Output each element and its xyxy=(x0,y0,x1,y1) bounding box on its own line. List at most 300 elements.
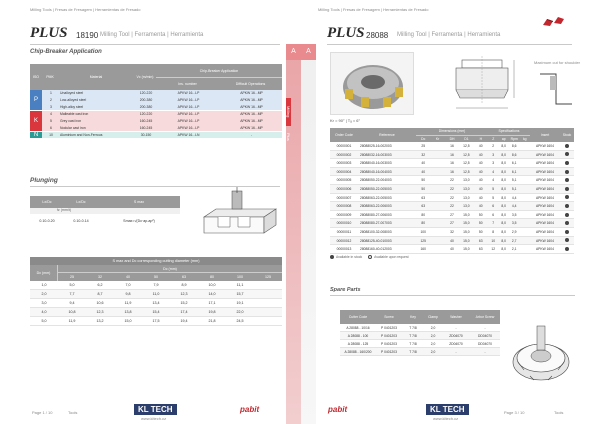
insert-cell[interactable]: APKW 1604 xyxy=(535,169,554,174)
reference: 28088040-16-003003 xyxy=(360,161,392,166)
material-cell: APKW 16...MP xyxy=(240,90,263,95)
smax-cell: 9,8 xyxy=(125,292,131,296)
right-side-strip xyxy=(301,44,316,424)
stock-dot-icon xyxy=(565,152,569,156)
material-cell: 30-150 xyxy=(140,132,152,137)
left-site[interactable]: www.kltech.cz xyxy=(141,416,167,421)
smax-cell: 7,0 xyxy=(125,283,131,287)
spare-row xyxy=(340,332,500,340)
spec-cell: 5,1 xyxy=(511,178,517,183)
reference: 28088100-32-008003 xyxy=(360,229,392,234)
smax-cell: 21,8 xyxy=(208,319,216,323)
material-cell: APKW 16...MP xyxy=(240,118,263,123)
spec-cell: 8,0 xyxy=(501,195,506,200)
product-row xyxy=(330,219,574,228)
material-cell: 120-220 xyxy=(139,90,153,95)
material-cell: 120-220 xyxy=(139,111,153,116)
stock-dot-icon xyxy=(565,195,569,199)
smax-cell: 13,2 xyxy=(96,319,104,323)
spare-cell: ZD04070 xyxy=(449,334,463,338)
order-code[interactable]: 00000005 xyxy=(336,178,352,183)
dim-cell: 40 xyxy=(478,169,483,174)
smax-col-header: 63 xyxy=(182,275,186,279)
reference: 28088080-27-006003 xyxy=(360,212,392,217)
dim-cell: 16 xyxy=(450,144,454,148)
material-cell: 4 xyxy=(50,111,52,116)
dim-cell: 40 xyxy=(450,247,454,252)
material-cell: Nodular cast iron xyxy=(60,125,86,130)
reference: 28088160-40-012003 xyxy=(360,247,392,252)
right-title-rule xyxy=(327,44,572,45)
material-cell: Aluminium and Non-Ferrous xyxy=(60,132,103,137)
smax-cell: 17,1 xyxy=(208,301,216,305)
dim-cell: 80 xyxy=(421,212,426,217)
insert-cell[interactable]: APKW 1604 xyxy=(535,161,554,166)
smax-cell: 4,0 xyxy=(41,310,47,314)
right-footer-nav[interactable]: Page 3 / 10 xyxy=(504,410,525,415)
reference: 28088050-22-005003 xyxy=(360,186,392,191)
spare-header: Arbor Screw xyxy=(475,315,495,319)
smax-col-header: 50 xyxy=(154,275,158,279)
product-row xyxy=(330,237,574,246)
order-code[interactable]: 00000012 xyxy=(336,238,352,243)
side-tab-a-right[interactable]: A xyxy=(301,44,316,60)
stock-dot-icon xyxy=(565,238,569,242)
smax-cell: 22,0 xyxy=(236,310,244,314)
dim-cell: 40 xyxy=(450,238,454,243)
smax-row xyxy=(30,299,282,308)
product-table: Order Code Reference Dimensions (mm) Dc Kr DH D1 H Specifications Z ap Rpm kg Insert Stock 00000001 28088025-16-002003 25 16 12,5 40 2 8,0 8,6 APKW 1604 00000002 28088032-16-003003 32 16 12,5 40 3 8,0 8,6 APKW 1604 00000003 28088040-16-003003 40 16 12,5 40 3 8,0 6,1 APKW 1604 00000004 28088040-16-004003 40 16 12,5 40 4 8,0 6,1 APKW 1604 00000005 28088050-22-004003 50 22 13,0 40 4 8,0 5,1 APKW 1604 00000006 28088050-22-005003 50 22 13,0 40 5 8,0 5,1 APKW 1604 00000007 28088063-22-005003 63 22 13,0 40 5 8,0 4,4 APKW 1604 00000008 28088063-22-006003 63 22 13,0 40 6 8,0 4,4 APKW 1604 00000009 28088080-27-006003 80 27 15,0 50 6 8,0 3,5 APKW 1604 00000010 28088080-27-007003 80 27 15,0 50 7 8,0 3,5 APKW 1604 00000011 28088100-32-008003 100 32 15,0 50 8 8,0 2,9 APKW 1604 00000012 28088125-40-010003 125 40 15,0 63 10 8,0 2,7 APKW 1604 00000013 28088160-40-012003 160 40 15,0 63 12 8,0 2,1 APKW 1604 xyxy=(330,128,574,254)
spec-cell: 8,0 xyxy=(501,169,506,174)
max-cut-note: Maximum cut for shoulder xyxy=(534,60,581,65)
smax-col-header: 40 xyxy=(126,275,130,279)
spec-cell: 5,1 xyxy=(511,186,517,191)
left-brand: PLUS xyxy=(30,25,68,41)
reference: 28088063-22-005003 xyxy=(360,195,392,200)
left-subtitle: Milling Tool | Ferramenta | Herramienta xyxy=(100,32,204,38)
dim-cell: 22 xyxy=(450,204,454,209)
order-code[interactable]: 00000006 xyxy=(336,186,352,191)
dim-cell: 63 xyxy=(478,238,483,243)
dim-cell: 32 xyxy=(450,229,454,234)
product-row xyxy=(330,211,574,220)
spare-cell: DD04070 xyxy=(478,342,492,346)
dim-cell: 63 xyxy=(421,204,426,209)
spare-cell[interactable]: A 28088 - 160/200 xyxy=(344,350,372,354)
dim-cell: 13,0 xyxy=(463,204,470,209)
dim-cell: 40 xyxy=(478,204,483,209)
material-cell: 3 xyxy=(50,104,52,109)
dim-cell: 15,0 xyxy=(463,212,470,217)
spare-cell: T 7/8 xyxy=(409,342,417,346)
spec-cell: 8,6 xyxy=(511,152,517,157)
spare-cell[interactable]: A 28088 - 10/16 xyxy=(346,326,370,330)
smax-cell: 13,8 xyxy=(124,310,132,314)
spare-header: Washer xyxy=(450,315,462,319)
material-cell: 6 xyxy=(50,125,52,130)
insert-cell[interactable]: APKW 1604 xyxy=(535,247,554,252)
smax-cell: 11,9 xyxy=(124,301,132,305)
smax-cell: 7,9 xyxy=(153,283,159,287)
stock-dot-icon xyxy=(565,213,569,217)
stock-dot-icon xyxy=(565,187,569,191)
dim-subheader: Kr xyxy=(430,135,444,142)
order-code[interactable]: 00000001 xyxy=(336,144,352,148)
spec-cell: 2,9 xyxy=(511,229,517,234)
dim-cell: 12,5 xyxy=(463,152,470,157)
smax-cell: 14,0 xyxy=(208,292,216,296)
smax-col-header: 100 xyxy=(237,275,243,279)
smax-cell: 10,0 xyxy=(208,283,216,287)
dim-subheader: DH xyxy=(445,135,459,142)
spec-cell: 6,1 xyxy=(511,161,517,166)
smax-cell: 7,7 xyxy=(69,292,75,296)
side-tab-a-left[interactable]: A xyxy=(286,44,301,60)
insert-cell[interactable]: APKW 1604 xyxy=(535,152,554,157)
order-code[interactable]: 00000009 xyxy=(336,212,352,217)
spare-cell: 2,0 xyxy=(430,342,436,346)
spare-table xyxy=(340,310,500,356)
material-cell: 10 xyxy=(49,132,53,137)
smax-cell: 10,6 xyxy=(96,301,104,305)
smax-cell: 19,4 xyxy=(180,319,188,323)
spec-cell: 10 xyxy=(491,238,496,243)
spare-header: Clamp xyxy=(428,315,438,319)
spare-cell: T 7/8 xyxy=(409,326,417,330)
left-side-strip xyxy=(286,44,301,424)
material-cell: APKW 16...MP xyxy=(240,97,263,102)
product-row xyxy=(330,159,574,168)
spec-cell: 4 xyxy=(492,169,495,174)
spare-cell: - xyxy=(484,350,486,354)
left-code: 18190 xyxy=(76,31,99,40)
right-pabit-logo: pabit xyxy=(328,405,348,414)
smax-row xyxy=(30,317,282,326)
spec-cell: 4,4 xyxy=(511,195,517,200)
material-cell: Grey cast iron xyxy=(60,118,82,123)
spare-cell: 2,0 xyxy=(430,350,436,354)
spec-cell: 6 xyxy=(492,212,495,217)
dim-cell: 15,0 xyxy=(463,238,470,243)
spec-cell: 8 xyxy=(492,229,495,234)
dim-cell: 16 xyxy=(450,161,454,166)
order-code[interactable]: 00000007 xyxy=(336,195,352,200)
plunge-table: Lx/Dc Lx/Dc S max fz (mm/t) 0.10-0.20 0.10-0.14 Smax=√(Dc·ap-ap²) xyxy=(30,196,180,228)
material-cell: Unalloyed steel xyxy=(60,90,84,95)
dim-cell: 50 xyxy=(478,212,483,217)
dim-cell: 22 xyxy=(450,186,454,191)
dim-cell: 25 xyxy=(421,144,426,148)
spare-cell: P 0401203 xyxy=(381,342,397,346)
left-title-rule xyxy=(30,44,280,45)
dim-cell: 12,5 xyxy=(463,161,470,166)
spec-subheader: Z xyxy=(488,135,499,142)
spec-cell: 2,7 xyxy=(511,238,517,243)
reference: 28088063-22-006003 xyxy=(360,204,392,209)
page-header-right: Milling Tools | Fresas de Fresagem | Herramientas de Fresado xyxy=(318,7,429,12)
dim-subheader: Dc xyxy=(416,135,430,142)
smax-cell: 13,4 xyxy=(152,301,160,305)
spec-cell: 4,4 xyxy=(511,204,517,209)
spec-subheader: ap xyxy=(499,135,510,142)
dim-cell: 125 xyxy=(420,238,426,243)
smax-cell: 24,5 xyxy=(236,319,244,323)
dim-cell: 50 xyxy=(478,221,483,226)
material-cell: 200-380 xyxy=(139,97,153,102)
smax-col-header: 80 xyxy=(210,275,214,279)
dim-cell: 16 xyxy=(450,169,454,174)
section-title: Chip-Breaker Application xyxy=(30,49,102,55)
spare-assembly-icon xyxy=(506,318,576,398)
spec-cell: 4 xyxy=(492,178,495,183)
dim-cell: 63 xyxy=(478,247,483,252)
side-label-milling[interactable]: Milling xyxy=(286,98,291,126)
insert-cell[interactable]: APKW 1604 xyxy=(535,186,554,191)
order-code[interactable]: 00000011 xyxy=(336,229,352,234)
spare-parts-title: Spare Parts xyxy=(330,287,361,293)
dim-cell: 40 xyxy=(478,161,483,166)
material-table: ISO PMK Material Vc (m/min) Chip-Breaker Application Ins. number Difficult Operations P 1 2 3 Unalloyed steel Low-alloyed steel High-alloy steel 120-220 200-380 200-380 APKW 16...LP APKW 16...LP APKW 16...LP APKW 16...MP APKW 16...MP APKW 16...MP K 4 5 6 Malleable cast iron Grey cast iron Nodular cast iron 120-220 160-245 160-245 APKW 16...LP APKW 16...LP APKW 16...LP APKW 16...MP APKW 16...MP APKW 16...MP N 10 Aluminium and Non-Ferrous 30-150 APKW 16...LN - xyxy=(30,64,282,139)
order-code[interactable]: 00000003 xyxy=(336,161,352,166)
spec-cell: 3,5 xyxy=(511,221,517,226)
smax-cell: 10,8 xyxy=(68,310,76,314)
order-code[interactable]: 00000013 xyxy=(336,247,352,252)
order-code[interactable]: 00000002 xyxy=(336,152,352,157)
stock-dot-icon xyxy=(565,144,569,148)
right-subtitle: Milling Tool | Ferramenta | Herramienta xyxy=(397,32,501,38)
smax-cell: 5,0 xyxy=(41,319,47,323)
dim-cell: 32 xyxy=(421,152,426,157)
spec-cell: 8,0 xyxy=(501,152,506,157)
dim-cell: 50 xyxy=(421,186,426,191)
iso-badge: K xyxy=(30,111,42,131)
smax-cell: 6,2 xyxy=(97,283,103,287)
spare-cell: - xyxy=(455,350,457,354)
material-cell: - xyxy=(250,132,253,137)
insert-cell[interactable]: APKW 1604 xyxy=(535,204,554,209)
spec-cell: 8,0 xyxy=(501,212,506,217)
spec-cell: 8,0 xyxy=(501,229,506,234)
spec-cell: 3,5 xyxy=(511,212,517,217)
spec-cell: 8,6 xyxy=(511,144,517,148)
left-pabit-logo: pabit xyxy=(240,405,260,414)
spec-cell: 5 xyxy=(492,186,495,191)
stock-dot-icon xyxy=(565,230,569,234)
smax-row xyxy=(30,308,282,317)
dim-cell: 27 xyxy=(450,212,454,217)
dim-cell: 13,0 xyxy=(463,195,470,200)
reference: 28088040-16-004003 xyxy=(360,169,392,174)
reference: 28088032-16-003003 xyxy=(360,152,392,157)
spare-cell: 2,0 xyxy=(430,334,436,338)
spare-row xyxy=(340,340,500,348)
right-brand: PLUS xyxy=(327,25,365,41)
spec-cell: 8,0 xyxy=(501,178,506,183)
spec-cell: 2,1 xyxy=(511,247,517,252)
spare-row xyxy=(340,324,500,332)
smax-cell: 15,2 xyxy=(180,301,188,305)
plunging-diagram-icon xyxy=(196,187,286,237)
spec-cell: 3 xyxy=(492,152,495,157)
smax-cell: 1,0 xyxy=(41,283,47,287)
dim-cell: 12,5 xyxy=(463,144,470,148)
dim-cell: 63 xyxy=(421,195,426,200)
spare-row xyxy=(340,348,500,356)
spec-cell: 8,0 xyxy=(501,161,506,166)
order-code[interactable]: 00000008 xyxy=(336,204,352,209)
material-cell: High-alloy steel xyxy=(60,104,84,109)
smax-cell: 17,5 xyxy=(152,319,160,323)
on-request-dot-icon xyxy=(368,255,372,259)
dim-cell: 80 xyxy=(421,221,426,226)
material-cell: 5 xyxy=(50,118,52,123)
right-site[interactable]: www.kltech.cz xyxy=(433,416,459,421)
spec-cell: 6,1 xyxy=(511,169,517,174)
insert-cell[interactable]: APKW 1604 xyxy=(535,238,554,243)
spec-cell: 8,0 xyxy=(501,144,506,148)
right-code: 28088 xyxy=(366,31,389,40)
product-row xyxy=(330,142,574,151)
left-kltech-logo: KL TECH xyxy=(134,404,177,415)
smax-cell: 17,4 xyxy=(180,310,188,314)
material-cell: APKW 16...MP xyxy=(240,104,263,109)
order-code[interactable]: 00000004 xyxy=(336,169,352,174)
product-row xyxy=(330,168,574,177)
dim-cell: 15,0 xyxy=(463,221,470,226)
material-cell: Malleable cast iron xyxy=(60,111,89,116)
left-footer-tools[interactable]: Tools xyxy=(68,410,78,415)
dim-cell: 22 xyxy=(450,178,454,183)
iso-badge: N xyxy=(30,132,42,138)
spare-rule xyxy=(330,295,575,296)
cutter-drawing-icon xyxy=(446,52,526,118)
insert-cell[interactable]: APKW 1604 xyxy=(535,229,554,234)
smax-cell: 9,4 xyxy=(69,301,75,305)
spare-cell[interactable]: A 28088 - 100 xyxy=(347,334,369,338)
stock-dot-icon xyxy=(565,161,569,165)
product-row xyxy=(330,176,574,185)
page-header-left: Milling Tools | Fresas de Fresagem | Herramientas de Fresado xyxy=(30,7,141,12)
order-code[interactable]: 00000010 xyxy=(336,221,352,226)
iso-badge: P xyxy=(30,90,42,110)
smax-cell: 8,9 xyxy=(181,283,187,287)
reference: 28088125-40-010003 xyxy=(360,238,392,243)
smax-cell: 15,7 xyxy=(236,292,244,296)
material-cell: 160-245 xyxy=(139,118,153,123)
material-cell: 160-245 xyxy=(139,125,153,130)
insert-cell[interactable]: APKW 1604 xyxy=(535,178,554,183)
dim-cell: 22 xyxy=(450,195,454,200)
product-row xyxy=(330,245,574,254)
smax-col-header: 32 xyxy=(98,275,102,279)
spec-cell: 3 xyxy=(492,161,495,166)
material-cell: APKW 16...LP xyxy=(177,125,200,130)
smax-col-header: 25 xyxy=(70,275,74,279)
spec-cell: 12 xyxy=(491,247,496,252)
insert-cell[interactable]: APKW 1604 xyxy=(535,144,554,148)
in-stock-dot-icon xyxy=(330,255,334,259)
dim-cell: 12,5 xyxy=(463,169,470,174)
right-footer-tools[interactable]: Tools xyxy=(554,410,564,415)
dim-cell: 40 xyxy=(478,144,483,148)
insert-logo-icon xyxy=(541,14,567,26)
smax-table: S max and Dc corresponding cutting diameter (mm) Dc (mm) Dc (mm) 25 32 40 50 63 80 100 125 1,0 5,0 6,2 7,0 7,9 8,9 10,0 11,1 2,0 7,7 8,7 9,8 11,0 12,3 14,0 15,7 3,0 9,4 10,6 11,9 13,4 15,2 17,1 19,1 4,0 10,8 12,3 13,8 15,4 17,4 19,8 22,0 5,0 11,9 13,2 15,0 17,5 19,4 21,8 24,5 xyxy=(30,257,282,326)
insert-cell[interactable]: APKW 1604 xyxy=(535,212,554,217)
spare-cell: - xyxy=(455,326,457,330)
reference: 28088025-16-002003 xyxy=(360,144,392,148)
smax-cell: 12,3 xyxy=(180,292,188,296)
stock-dot-icon xyxy=(565,247,569,251)
dim-cell: 13,0 xyxy=(463,178,470,183)
spare-header: Screw xyxy=(384,315,394,319)
product-row xyxy=(330,151,574,160)
material-cell: APKW 16...MP xyxy=(240,111,263,116)
dim-cell: 40 xyxy=(478,195,483,200)
spec-cell: 8,0 xyxy=(501,186,506,191)
material-cell: APKW 16...LN xyxy=(177,132,200,137)
milling-cutter-image-icon xyxy=(330,52,414,115)
dim-cell: 40 xyxy=(478,186,483,191)
insert-cell[interactable]: APKW 1604 xyxy=(535,221,554,226)
stock-dot-icon xyxy=(565,170,569,174)
spare-cell[interactable]: A 28088 - 125 xyxy=(347,342,369,346)
spare-cell: DD04070 xyxy=(478,334,492,338)
smax-cell: 12,3 xyxy=(96,310,104,314)
material-cell: 2 xyxy=(50,97,52,102)
material-cell: Low-alloyed steel xyxy=(60,97,87,102)
insert-cell[interactable]: APKW 1604 xyxy=(535,195,554,200)
plunging-title: Plunging xyxy=(30,177,58,184)
spare-cell: T 7/8 xyxy=(409,350,417,354)
stock-legend: Available in stock Available upon request xyxy=(330,255,409,259)
material-group xyxy=(30,90,282,111)
smax-cell: 15,4 xyxy=(152,310,160,314)
spare-header: Key xyxy=(410,315,416,319)
spec-cell: 5 xyxy=(492,195,495,200)
material-cell: APKW 16...LP xyxy=(177,118,200,123)
dim-cell: 40 xyxy=(478,178,483,183)
dim-cell: 40 xyxy=(478,152,483,157)
dim-cell: 100 xyxy=(420,229,426,234)
left-footer-nav[interactable]: Page 1 / 10 xyxy=(32,410,53,415)
material-cell: APKW 16...LP xyxy=(177,97,200,102)
dim-subheader: H xyxy=(474,135,488,142)
smax-cell: 15,0 xyxy=(124,319,132,323)
spare-cell: P 0401203 xyxy=(381,350,397,354)
spare-cell: 2,0 xyxy=(430,326,436,330)
smax-cell: 2,0 xyxy=(41,292,47,296)
side-label-plus[interactable]: Plus xyxy=(286,133,291,141)
product-row xyxy=(330,194,574,203)
right-kltech-logo: KL TECH xyxy=(426,404,469,415)
spec-subheader: Rpm xyxy=(510,137,518,141)
dim-cell: 50 xyxy=(478,229,483,234)
smax-row xyxy=(30,281,282,290)
smax-cell: 3,0 xyxy=(41,301,47,305)
shoulder-profile-icon xyxy=(536,68,576,118)
smax-cell: 11,1 xyxy=(236,283,244,287)
material-cell: APKW 16...LP xyxy=(177,104,200,109)
stock-dot-icon xyxy=(565,204,569,208)
product-row xyxy=(330,202,574,211)
stock-dot-icon xyxy=(565,221,569,225)
spare-cell: - xyxy=(484,326,486,330)
spare-cell: P 0401203 xyxy=(381,326,397,330)
smax-col-header: 125 xyxy=(265,275,271,279)
smax-cell: 5,0 xyxy=(69,283,75,287)
spec-cell: 7 xyxy=(492,221,495,226)
spec-cell: 8,0 xyxy=(501,247,506,252)
